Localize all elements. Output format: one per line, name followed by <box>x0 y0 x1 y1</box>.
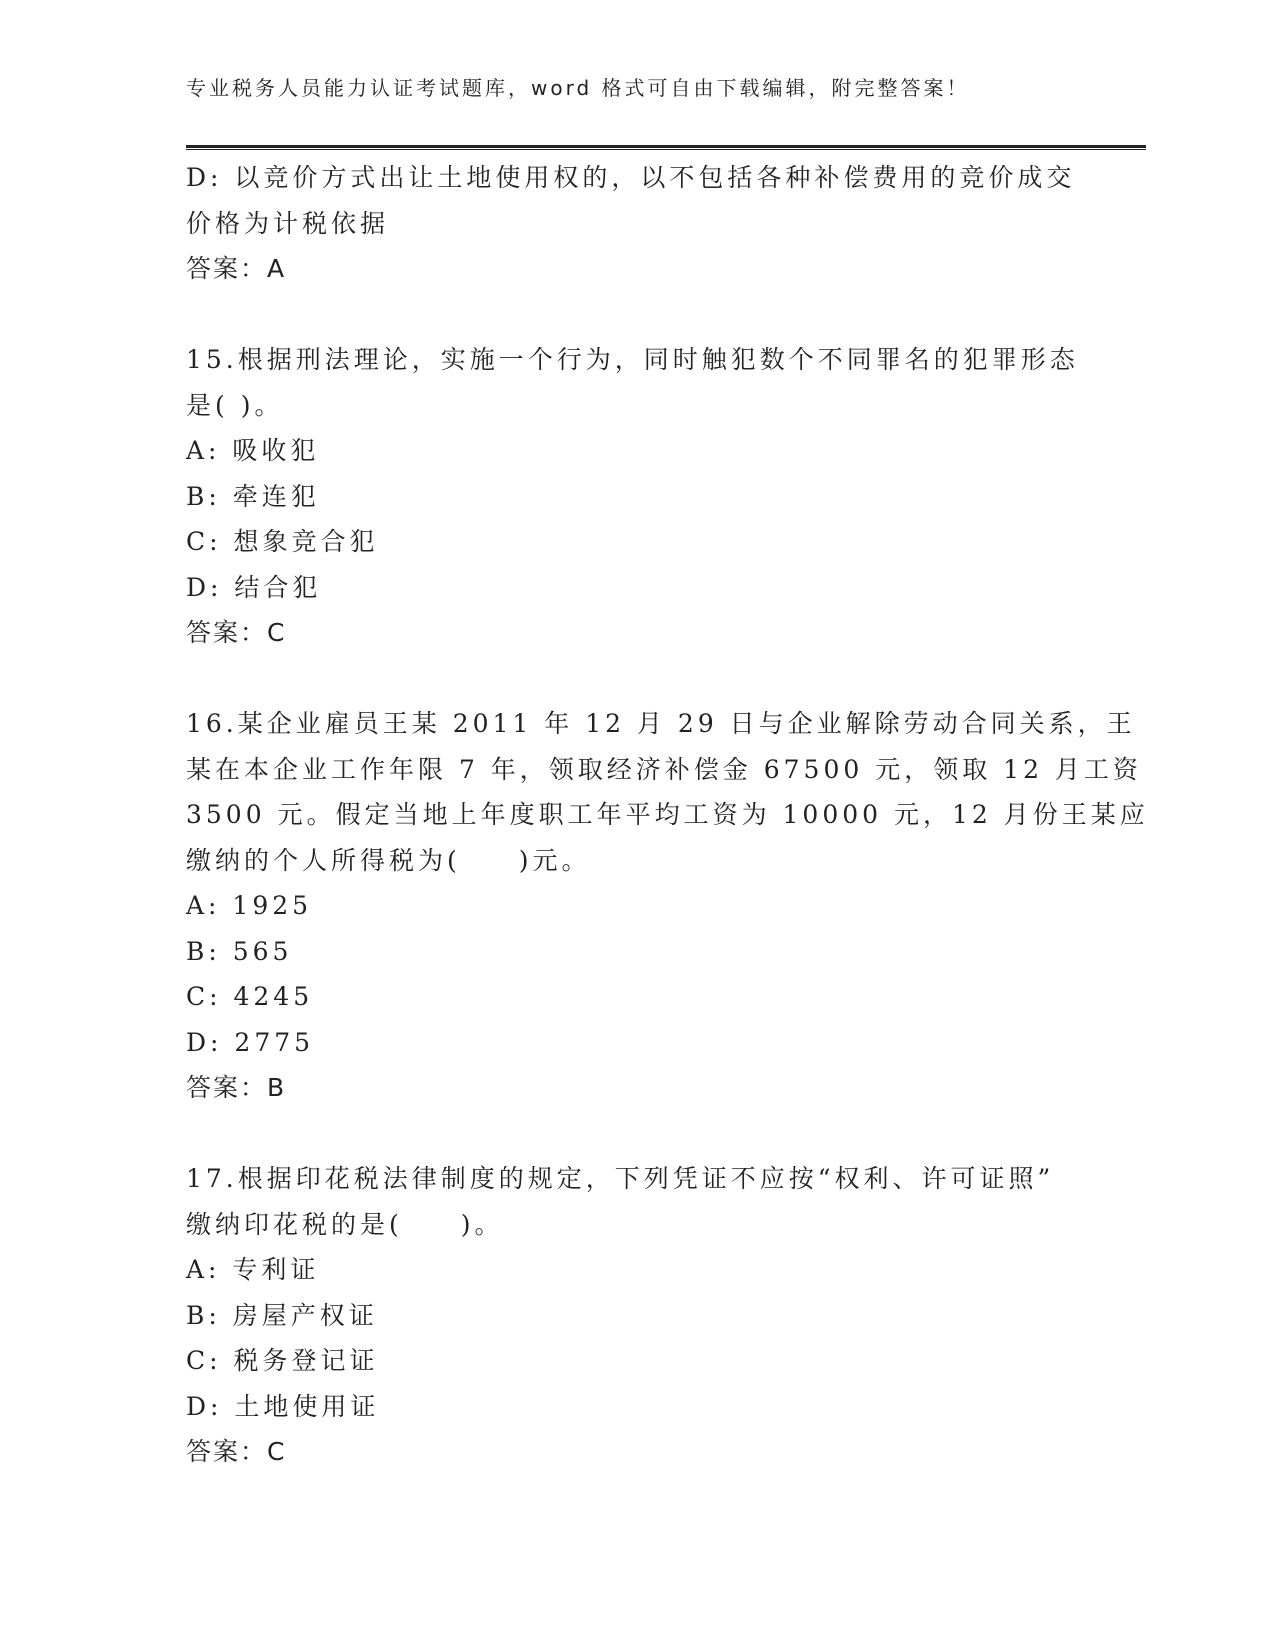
question-stem: 3500 元。假定当地上年度职工年平均工资为 10000 元，12 月份王某应 <box>186 800 1149 829</box>
question-stem: 16.某企业雇员王某 2011 年 12 月 29 日与企业解除劳动合同关系，王 <box>186 709 1136 738</box>
answer-line: 答案：C <box>186 1437 287 1466</box>
option-a: A: 1925 <box>186 891 313 920</box>
option-b: B: 牵连犯 <box>186 481 320 511</box>
question-stem: 17.根据印花税法律制度的规定，下列凭证不应按“权利、许可证照” <box>186 1164 1055 1193</box>
question-content <box>186 155 1149 1475</box>
option-d: D: 土地使用证 <box>186 1391 380 1421</box>
answer-line: 答案：C <box>186 618 287 647</box>
option-b: B: 房屋产权证 <box>186 1300 378 1330</box>
question-17 <box>186 1156 1066 1475</box>
question-stem: 是( )。 <box>186 390 284 420</box>
option-d: D: 结合犯 <box>186 572 322 602</box>
option-b: B: 565 <box>186 936 293 966</box>
question-stem: 某在本企业工作年限 7 年，领取经济补偿金 67500 元，领取 12 月工资 <box>186 754 1142 784</box>
previous-question-fragment <box>186 155 1076 292</box>
question-stem: 缴纳印花税的是( )。 <box>186 1209 504 1239</box>
option-c: C: 4245 <box>186 982 314 1011</box>
answer-line: 答案：B <box>186 1073 287 1102</box>
question-16 <box>186 701 1149 1111</box>
question-stem: 15.根据刑法理论，实施一个行为，同时触犯数个不同罪名的犯罪形态 <box>186 345 1079 374</box>
option-c: C: 想象竞合犯 <box>186 527 379 556</box>
option-a: A: 吸收犯 <box>186 436 320 465</box>
option-d-line: D: 以竞价方式出让土地使用权的，以不包括各种补偿费用的竞价成交 <box>186 163 1076 192</box>
header-divider <box>186 145 1146 150</box>
option-d-line: 价格为计税依据 <box>186 208 390 238</box>
question-15 <box>186 337 1079 656</box>
option-a: A: 专利证 <box>186 1255 320 1284</box>
option-c: C: 税务登记证 <box>186 1346 379 1375</box>
page-header: 专业税务人员能力认证考试题库，word 格式可自由下载编辑，附完整答案！ <box>186 76 970 100</box>
option-d: D: 2775 <box>186 1027 315 1057</box>
question-stem: 缴纳的个人所得税为( )元。 <box>186 845 591 875</box>
answer-line: 答案：A <box>186 254 287 283</box>
